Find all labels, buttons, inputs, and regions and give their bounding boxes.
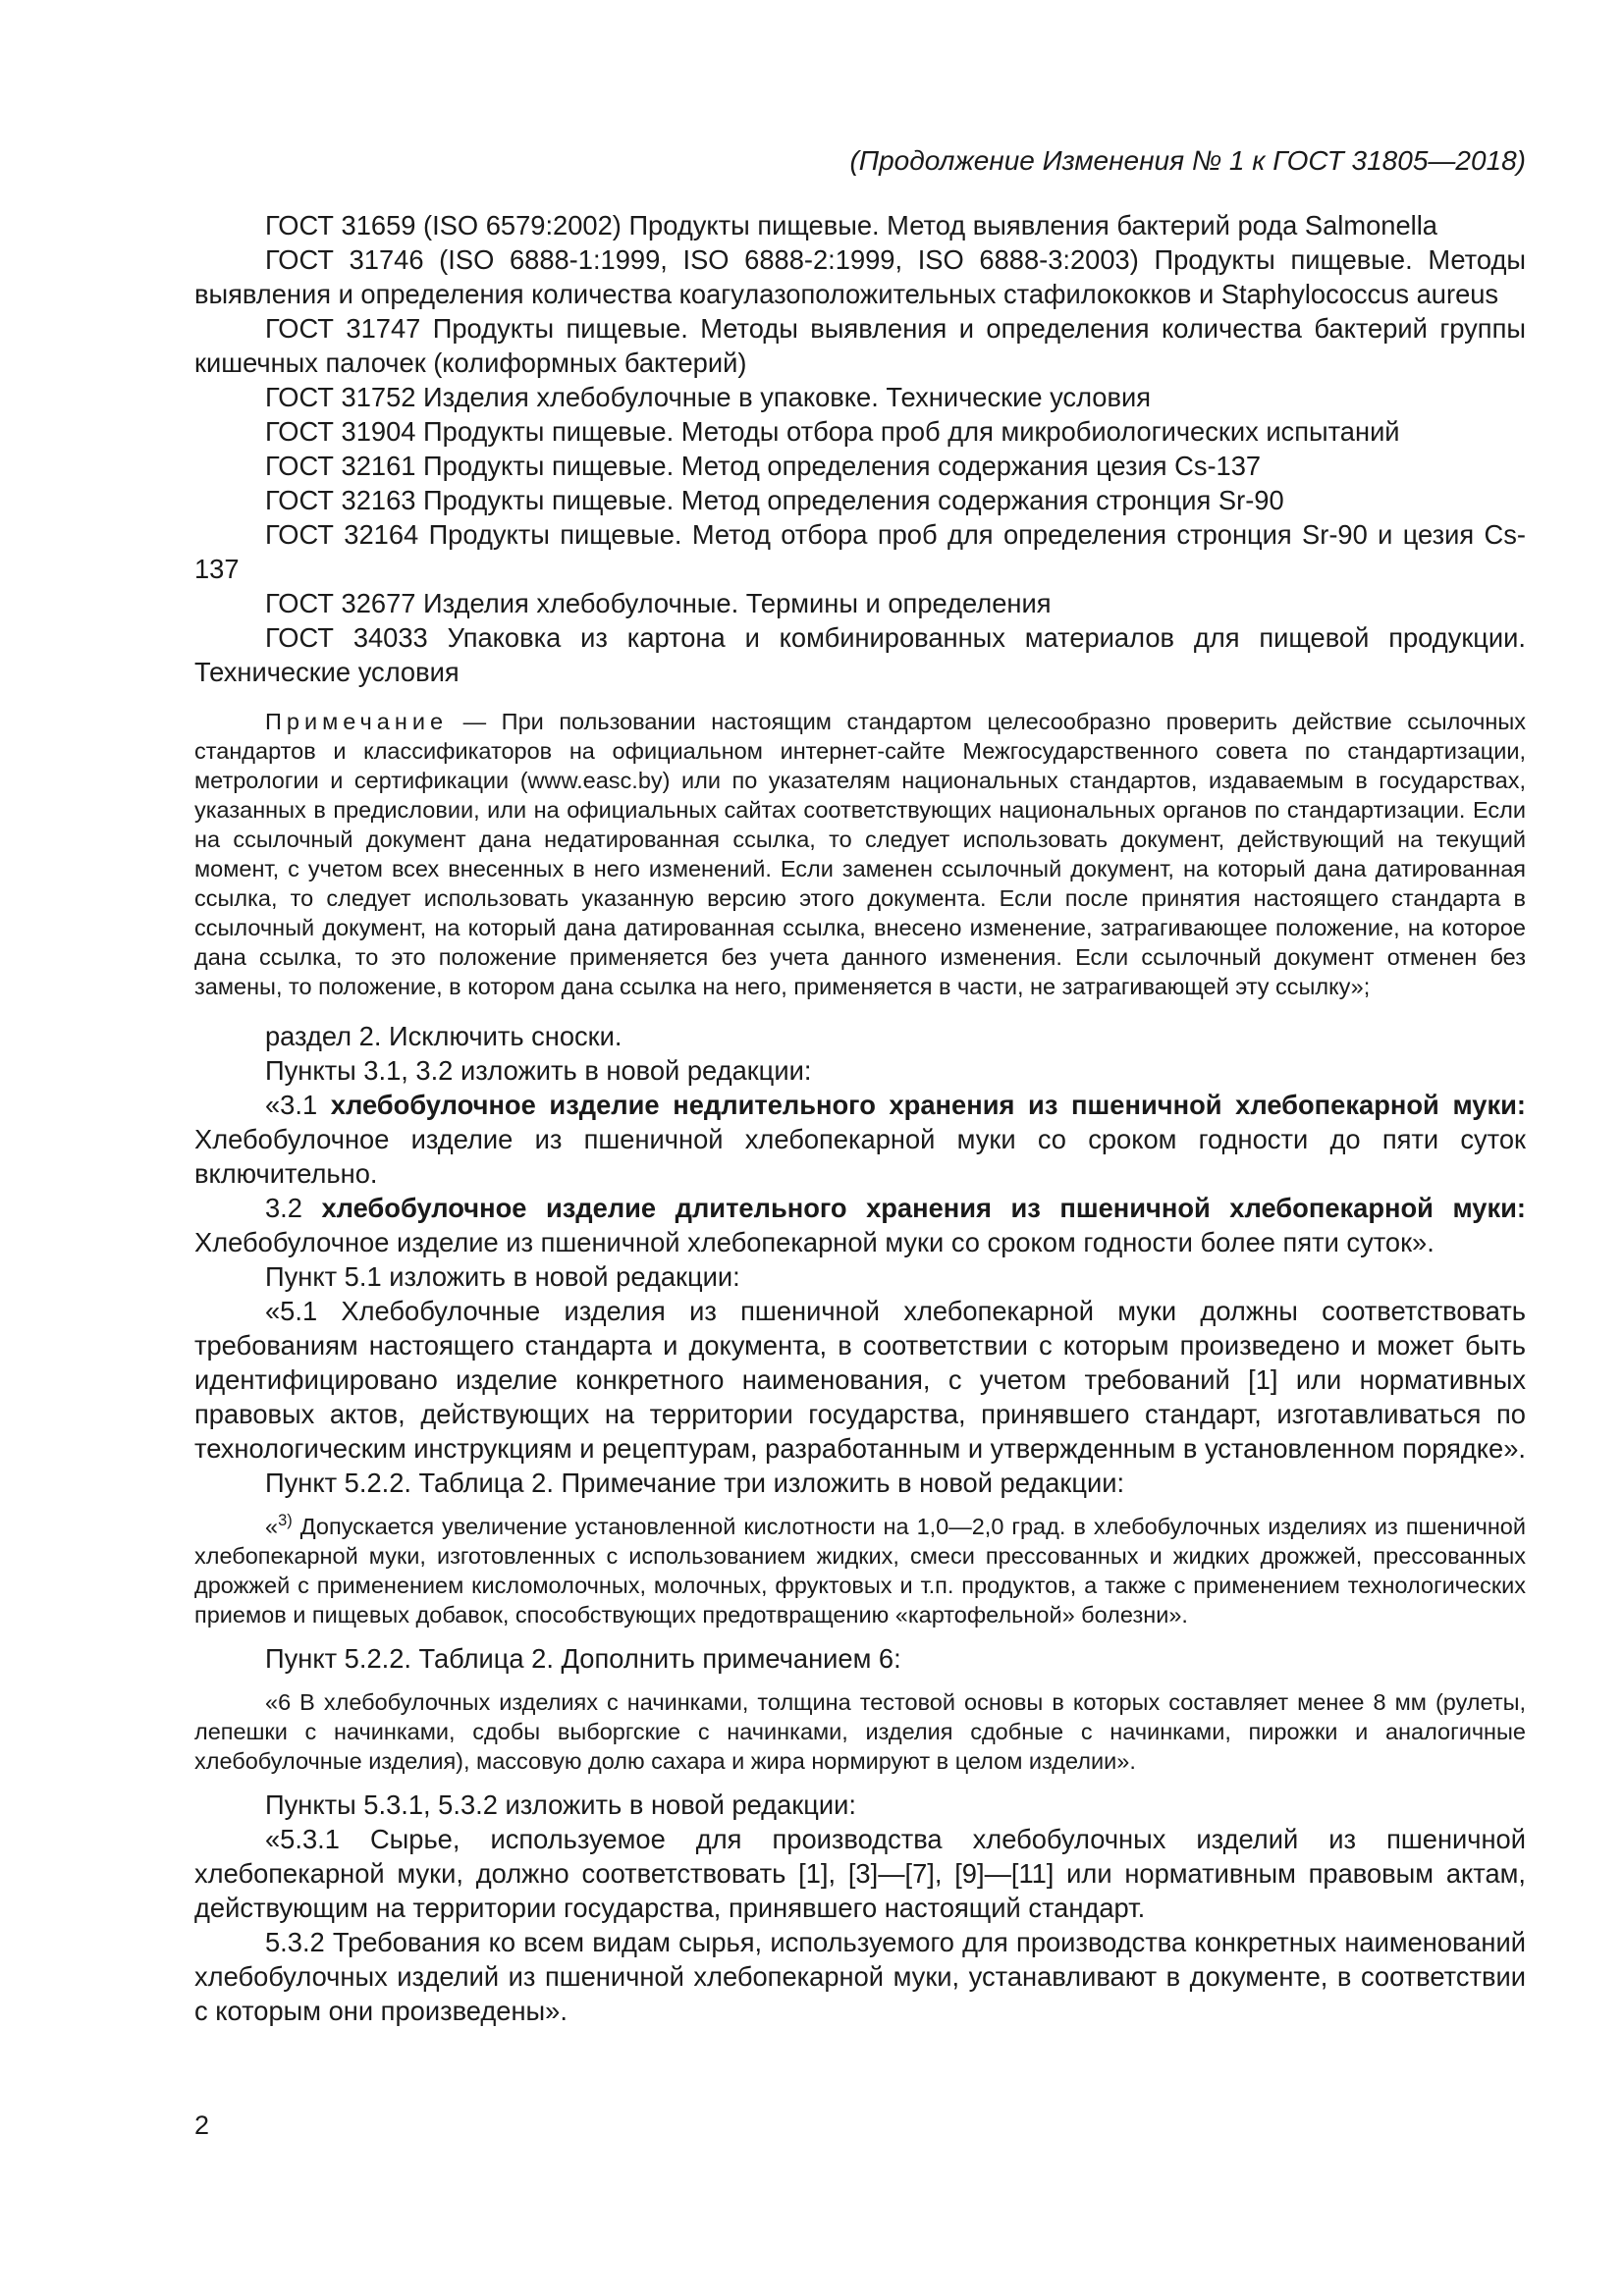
reference-item: ГОСТ 31747 Продукты пищевые. Методы выявления и определения количества бактерий группы кишечных палочек (колиформных бактерий) — [194, 313, 1526, 378]
item522-intro-b: Пункт 5.2.2. Таблица 2. Дополнить примечанием 6: — [265, 1643, 901, 1674]
note-text: — При пользовании настоящим стандартом целесообразно проверить действие ссылочных стандартов и классификаторов на официальном интернет-сайте Межгосударственного совета по стандартизации, метрологии и сертификации (www.easc.by) или по указателям национальных стандартов, издаваемым в государствах, указанных в предисловии, или на официальных сайтах соответствующих национальных органов по стандартизации. Если на ссылочный документ дана недатированная ссылка, то следует использовать документ, действующий на текущий момент, с учетом всех внесенных в него изменений. Если заменен ссылочный документ, на который дана датированная ссылка, то следует использовать указанную версию этого документа. Если после принятия настоящего стандарта в ссылочный документ, на который дана датированная ссылка, внесено изменение, затрагивающее положение, на которое дана ссылка, то это положение применяется без учета данного изменения. Если ссылочный документ отменен без замены, то положение, в котором дана ссылка на него, применяется в части, не затрагивающей эту ссылку»; — [194, 709, 1526, 999]
items31-32-intro: Пункты 3.1, 3.2 изложить в новой редакции: — [265, 1055, 812, 1086]
note-label: Примечание — [265, 709, 449, 734]
definition-3-2 — [194, 1191, 1526, 1259]
reference-note — [194, 707, 1526, 1001]
definition-number: 3.2 — [265, 1193, 322, 1223]
item51-intro: Пункт 5.1 изложить в новой редакции: — [265, 1261, 740, 1292]
footnote-marker: 3) — [278, 1512, 293, 1530]
item532-text: 5.3.2 Требования ко всем видам сырья, используемого для производства конкретных наименований хлебобулочных изделий из пшеничной хлебопекарной муки, устанавливают в документе, в соответствии с которым они произведены». — [194, 1927, 1526, 2026]
reference-item: ГОСТ 31904 Продукты пищевые. Методы отбора проб для микробиологических испытаний — [265, 416, 1400, 447]
reference-item: ГОСТ 32163 Продукты пищевые. Метод определения содержания стронция Sr-90 — [265, 485, 1284, 515]
table2-note6: «6 В хлебобулочных изделиях с начинками, толщина тестовой основы в которых составляет менее 8 мм (рулеты, лепешки с начинками, сдобы выборгские с начинками, изделия сдобные с начинками, пирожки и аналогичные хлебобулочные изделия), массовую долю сахара и жира нормируют в целом изделии». — [194, 1689, 1526, 1774]
reference-item: ГОСТ 34033 Упаковка из картона и комбинированных материалов для пищевой продукции. Технические условия — [194, 622, 1526, 687]
reference-item: ГОСТ 32677 Изделия хлебобулочные. Термины и определения — [265, 588, 1052, 618]
reference-item: ГОСТ 32164 Продукты пищевые. Метод отбора проб для определения стронция Sr-90 и цезия Cs-137 — [194, 519, 1526, 584]
reference-item: ГОСТ 32161 Продукты пищевые. Метод определения содержания цезия Cs-137 — [265, 451, 1262, 481]
definition-term: хлебобулочное изделие длительного хранения из пшеничной хлебопекарной муки: — [321, 1193, 1527, 1223]
reference-item: ГОСТ 31659 (ISO 6579:2002) Продукты пищевые. Метод выявления бактерий рода Salmonella — [265, 210, 1437, 240]
definition-term: хлебобулочное изделие недлительного хранения из пшеничной хлебопекарной муки: — [330, 1090, 1526, 1120]
table2-note3 — [194, 1512, 1526, 1629]
page-header: (Продолжение Изменения № 1 к ГОСТ 31805—2018) — [849, 145, 1526, 176]
page-number: 2 — [194, 2110, 210, 2140]
item522-intro-a: Пункт 5.2.2. Таблица 2. Примечание три изложить в новой редакции: — [265, 1468, 1125, 1498]
definition-number: «3.1 — [265, 1090, 331, 1120]
definition-3-1 — [194, 1088, 1526, 1191]
note3-text: Допускается увеличение установленной кислотности на 1,0—2,0 град. в хлебобулочных изделиях из пшеничной хлебопекарной муки, изготовленных с использованием жидких, смеси прессованных и жидких дрожжей, прессованных дрожжей с применением кисломолочных, молочных, фруктовых и т.п. продуктов, а также с применением технологических приемов и пищевых добавок, способствующих предотвращению «картофельной» болезни». — [194, 1514, 1526, 1628]
reference-item: ГОСТ 31746 (ISO 6888-1:1999, ISO 6888-2:1999, ISO 6888-3:2003) Продукты пищевые. Методы выявления и определения количества коагулазоположительных стафилококков и Staphylococcus aureus — [194, 244, 1526, 309]
definition-text: Хлебобулочное изделие из пшеничной хлебопекарной муки со сроком годности более пяти суток». — [194, 1227, 1435, 1257]
item531-text: «5.3.1 Сырье, используемое для производства хлебобулочных изделий из пшеничной хлебопекарной муки, должно соответствовать [1], [3]—[7], [9]—[11] или нормативным правовым актам, действующим на территории государства, принявшего настоящий стандарт. — [194, 1824, 1526, 1923]
definition-text: Хлебобулочное изделие из пшеничной хлебопекарной муки со сроком годности до пяти суток включительно. — [194, 1124, 1526, 1189]
reference-item: ГОСТ 31752 Изделия хлебобулочные в упаковке. Технические условия — [265, 382, 1152, 412]
document-body — [194, 208, 1526, 2028]
items531-intro: Пункты 5.3.1, 5.3.2 изложить в новой редакции: — [265, 1789, 856, 1820]
quote-open: « — [265, 1514, 279, 1539]
item51-text: «5.1 Хлебобулочные изделия из пшеничной хлебопекарной муки должны соответствовать требованиям настоящего стандарта и документа, в соответствии с которым произведено и может быть идентифицировано изделие конкретного наименования, с учетом требований [1] или нормативных правовых актов, действующих на территории государства, принявшего стандарт, изготавливаться по технологическим инструкциям и рецептурам, разработанным и утвержденным в установленном порядке». — [194, 1296, 1526, 1464]
reference-list — [194, 208, 1526, 689]
section2-instruction: раздел 2. Исключить сноски. — [265, 1021, 623, 1051]
